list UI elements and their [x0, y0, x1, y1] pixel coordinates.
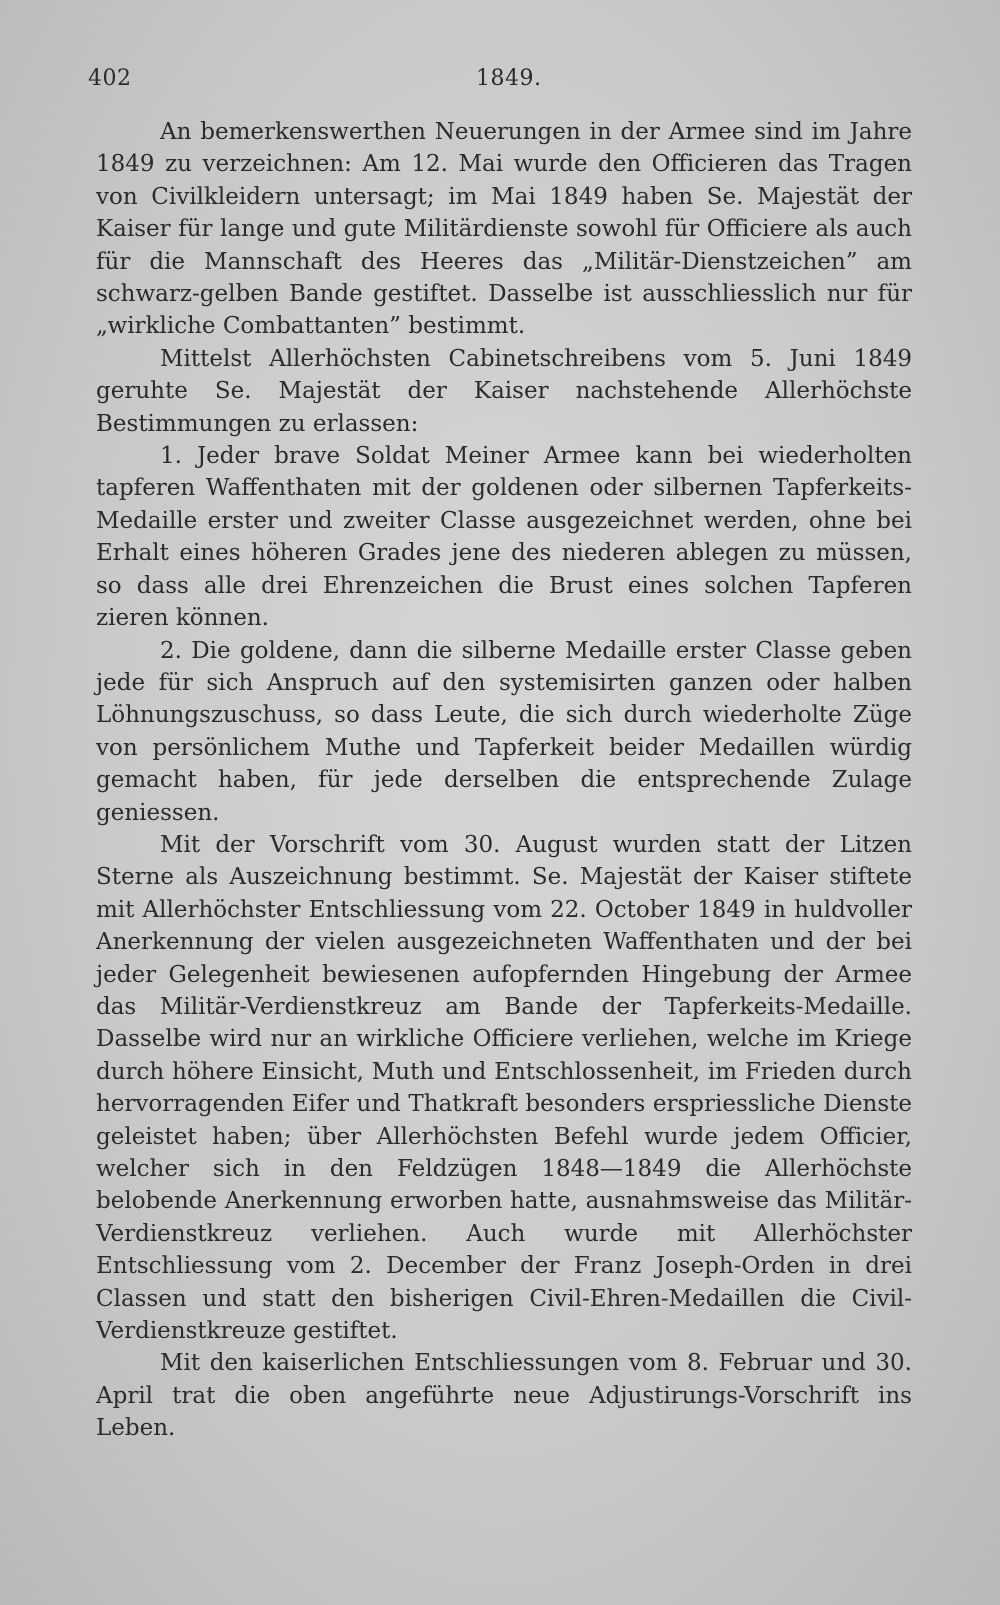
- paragraph: 1. Jeder brave Soldat Meiner Armee kann bei wiederholten tapferen Waffenthaten mit der goldenen oder silbernen Tapferkeits-Medaille erster und zweiter Classe ausgezeichnet werden, ohne bei Erhalt eines höheren Grades jene des niederen ablegen zu müssen, so dass alle drei Ehrenzeichen die Brust eines solchen Tapferen zieren können.: [96, 443, 912, 632]
- running-head: 1849.: [476, 66, 542, 91]
- paragraph: Mittelst Allerhöchsten Cabinetschreibens vom 5. Juni 1849 geruhte Se. Majestät der Kaiser nachstehende Allerhöchste Bestimmungen zu erlassen:: [96, 345, 912, 437]
- body-text: [96, 116, 912, 1445]
- paragraph: An bemerkenswerthen Neuerungen in der Armee sind im Jahre 1849 zu verzeichnen: Am 12. Mai wurde den Officieren das Tragen von Civilkleidern untersagt; im Mai 1849 haben Se. Majestät der Kaiser für lange und gute Militärdienste sowohl für Officiere als auch für die Mannschaft des Heeres das „Militär-Dienstzeichen” am schwarz-gelben Bande gestiftet. Dasselbe ist ausschliesslich nur für „wirkliche Combattanten” bestimmt.: [96, 119, 912, 340]
- paragraph: Mit der Vorschrift vom 30. August wurden statt der Litzen Sterne als Auszeichnung bestimmt. Se. Majestät der Kaiser stiftete mit Allerhöchster Entschliessung vom 22. October 1849 in huldvoller Anerkennung der vielen ausgezeichneten Waffenthaten und der bei jeder Gelegenheit bewiesenen aufopfernden Hingebung der Armee das Militär-Verdienstkreuz am Bande der Tapferkeits-Medaille. Dasselbe wird nur an wirkliche Officiere verliehen, welche im Kriege durch höhere Einsicht, Muth und Entschlossenheit, im Frieden durch hervorragenden Eifer und Thatkraft besonders erspriessliche Dienste geleistet haben; über Allerhöchsten Befehl wurde jedem Officier, welcher sich in den Feldzügen 1848—1849 die Allerhöchste belobende Anerkennung erworben hatte, ausnahmsweise das Militär-Verdienstkreuz verliehen. Auch wurde mit Allerhöchster Entschliessung vom 2. December der Franz Joseph-Orden in drei Classen und statt den bisherigen Civil-Ehren-Medaillen die Civil-Verdienstkreuze gestiftet.: [96, 831, 912, 1345]
- paragraph: 2. Die goldene, dann die silberne Medaille erster Classe geben jede für sich Anspruch auf den systemisirten ganzen oder halben Löhnungszuschuss, so dass Leute, die sich durch wiederholte Züge von persönlichem Muthe und Tapferkeit beider Medaillen würdig gemacht haben, für jede derselben die entsprechende Zulage geniessen.: [96, 637, 912, 826]
- page-number: 402: [88, 66, 132, 91]
- paragraph: Mit den kaiserlichen Entschliessungen vom 8. Februar und 30. April trat die oben angeführte neue Adjustirungs-Vorschrift ins Leben.: [96, 1350, 912, 1442]
